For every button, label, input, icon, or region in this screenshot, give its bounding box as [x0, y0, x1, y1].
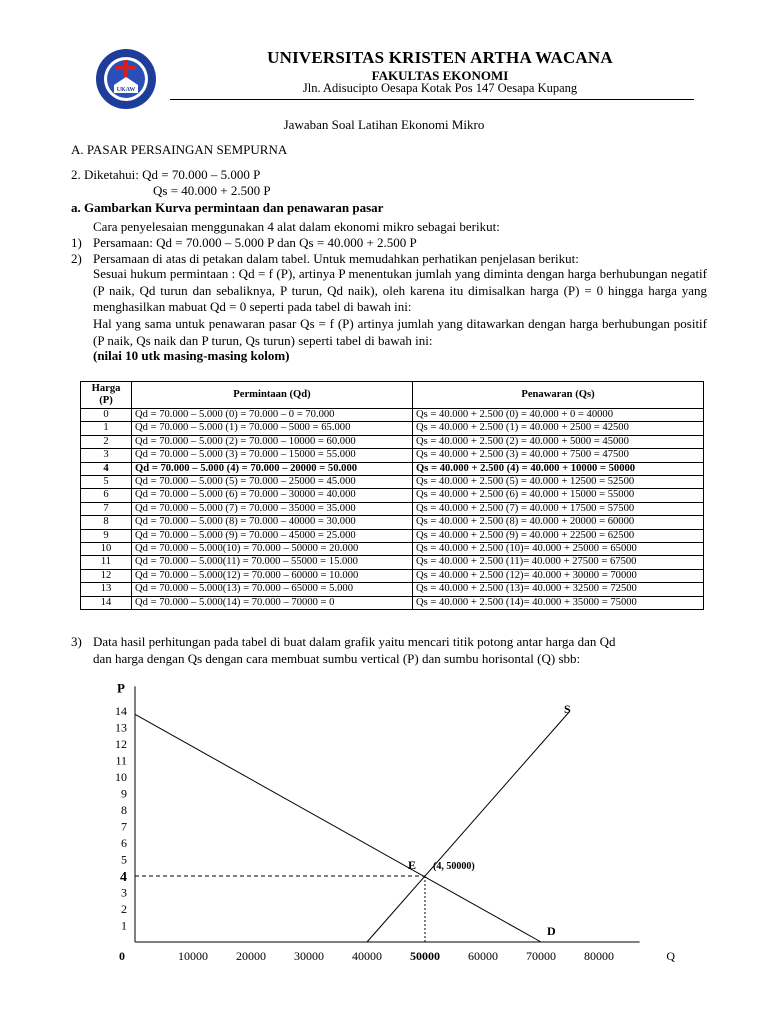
cell-harga: 8 [81, 516, 132, 529]
table-row [81, 502, 704, 515]
table-row [81, 569, 704, 582]
cell-permintaan: Qd = 70.000 – 5.000 (7) = 70.000 – 35000 = 35.000 [132, 502, 413, 515]
cell-permintaan: Qd = 70.000 – 5.000 (3) = 70.000 – 15000 = 55.000 [132, 449, 413, 462]
header-penawaran: Penawaran (Qs) [413, 382, 704, 409]
header-harga: Harga (P) [81, 382, 132, 409]
step-3-line-1: Data hasil perhitungan pada tabel di buat dalam grafik yaitu mencari titik potong antar harga dan Qd [93, 634, 616, 649]
cell-permintaan: Qd = 70.000 – 5.000(13) = 70.000 – 65000 = 5.000 [132, 583, 413, 596]
cell-penawaran: Qs = 40.000 + 2.500 (4) = 40.000 + 10000 = 50000 [413, 462, 704, 475]
y-tick-label: 3 [121, 885, 127, 900]
question-a: a. Gambarkan Kurva permintaan dan penawaran pasar [71, 200, 384, 215]
table-row [81, 489, 704, 502]
cell-penawaran: Qs = 40.000 + 2.500 (9) = 40.000 + 22500 = 62500 [413, 529, 704, 542]
cell-harga: 0 [81, 409, 132, 422]
cell-permintaan: Qd = 70.000 – 5.000 (2) = 70.000 – 10000 = 60.000 [132, 435, 413, 448]
y-tick-label: 14 [115, 704, 127, 718]
cell-harga: 6 [81, 489, 132, 502]
table-row [81, 476, 704, 489]
cell-harga: 1 [81, 422, 132, 435]
x-tick-label: 80000 [584, 949, 614, 963]
table-row [81, 462, 704, 475]
cell-penawaran: Qs = 40.000 + 2.500 (3) = 40.000 + 7500 = 47500 [413, 449, 704, 462]
calculation-table [80, 381, 704, 610]
cell-penawaran: Qs = 40.000 + 2.500 (5) = 40.000 + 12500 = 52500 [413, 476, 704, 489]
table-header-row [81, 382, 704, 409]
step-2-paragraph-2: Hal yang sama untuk penawaran pasar Qs = f (P) artinya jumlah yang ditawarkan dengan harga berhubungan positif (P naik, Qs naik dan P turun, Qs turun) seperti tabel di bawah ini: [93, 316, 707, 348]
section-heading: A. PASAR PERSAINGAN SEMPURNA [71, 142, 288, 157]
y-tick-label: 9 [121, 786, 127, 801]
svg-text:UKAW: UKAW [116, 87, 136, 93]
y-tick-label: 4 [120, 870, 127, 885]
y-tick-label: 8 [121, 803, 127, 817]
cell-penawaran: Qs = 40.000 + 2.500 (2) = 40.000 + 5000 = 45000 [413, 435, 704, 448]
demand-label: D [547, 924, 556, 938]
x-tick-label: 40000 [352, 949, 382, 963]
header-divider [170, 99, 694, 100]
cell-penawaran: Qs = 40.000 + 2.500 (11)= 40.000 + 27500 = 67500 [413, 556, 704, 569]
y-tick-label: 2 [121, 902, 127, 916]
given-qs: Qs = 40.000 + 2.500 P [153, 183, 271, 198]
table-row [81, 583, 704, 596]
origin-label: 0 [119, 949, 125, 963]
step-3-number: 3) [71, 634, 82, 649]
cell-harga: 2 [81, 435, 132, 448]
y-tick-label: 12 [115, 737, 127, 751]
cell-penawaran: Qs = 40.000 + 2.500 (14)= 40.000 + 35000 = 75000 [413, 596, 704, 609]
cell-harga: 13 [81, 583, 132, 596]
cell-permintaan: Qd = 70.000 – 5.000 (1) = 70.000 – 5000 = 65.000 [132, 422, 413, 435]
cell-harga: 7 [81, 502, 132, 515]
table-row [81, 435, 704, 448]
x-tick-label: 30000 [294, 949, 324, 963]
table-row [81, 529, 704, 542]
equilibrium-label: E [408, 858, 417, 872]
table-row [81, 516, 704, 529]
table-row [81, 449, 704, 462]
cell-permintaan: Qd = 70.000 – 5.000 (9) = 70.000 – 45000 = 25.000 [132, 529, 413, 542]
cell-harga: 11 [81, 556, 132, 569]
table-row [81, 409, 704, 422]
university-name: UNIVERSITAS KRISTEN ARTHA WACANA [267, 48, 613, 67]
table-row [81, 543, 704, 556]
y-tick-label: 10 [115, 770, 127, 784]
y-tick-label: 6 [121, 836, 127, 850]
cell-harga: 4 [81, 462, 132, 475]
cell-permintaan: Qd = 70.000 – 5.000(11) = 70.000 – 55000 = 15.000 [132, 556, 413, 569]
cell-permintaan: Qd = 70.000 – 5.000 (8) = 70.000 – 40000 = 30.000 [132, 516, 413, 529]
table-row [81, 422, 704, 435]
cell-penawaran: Qs = 40.000 + 2.500 (7) = 40.000 + 17500 = 57500 [413, 502, 704, 515]
x-tick-label: 50000 [410, 949, 440, 963]
cell-harga: 10 [81, 543, 132, 556]
cell-harga: 3 [81, 449, 132, 462]
y-tick-label: 5 [121, 852, 127, 867]
cell-penawaran: Qs = 40.000 + 2.500 (12)= 40.000 + 30000 = 70000 [413, 569, 704, 582]
x-axis-label: Q [666, 949, 676, 963]
y-tick-label: 7 [121, 819, 127, 834]
cell-harga: 12 [81, 569, 132, 582]
given-qd: 2. Diketahui: Qd = 70.000 – 5.000 P [71, 167, 261, 182]
cell-permintaan: Qd = 70.000 – 5.000 (4) = 70.000 – 20000 = 50.000 [132, 462, 413, 475]
cell-permintaan: Qd = 70.000 – 5.000 (5) = 70.000 – 25000 = 45.000 [132, 476, 413, 489]
x-tick-label: 60000 [468, 949, 498, 963]
table-row [81, 556, 704, 569]
y-tick-label: 11 [115, 753, 127, 768]
cell-harga: 9 [81, 529, 132, 542]
header-permintaan: Permintaan (Qd) [132, 382, 413, 409]
cell-permintaan: Qd = 70.000 – 5.000(14) = 70.000 – 70000 = 0 [132, 596, 413, 609]
cell-penawaran: Qs = 40.000 + 2.500 (6) = 40.000 + 15000 = 55000 [413, 489, 704, 502]
step-2-text: Persamaan di atas di petakan dalam tabel. Untuk memudahkan perhatikan penjelasan berikut: [93, 251, 579, 266]
cell-permintaan: Qd = 70.000 – 5.000 (6) = 70.000 – 30000 = 40.000 [132, 489, 413, 502]
supply-label: S [564, 702, 571, 716]
cell-harga: 14 [81, 596, 132, 609]
step-2-number: 2) [71, 251, 82, 266]
address: Jln. Adisucipto Oesapa Kotak Pos 147 Oesapa Kupang [302, 81, 578, 95]
y-tick-label: 13 [115, 720, 127, 735]
cell-penawaran: Qs = 40.000 + 2.500 (1) = 40.000 + 2500 = 42500 [413, 422, 704, 435]
step-2-paragraph-1: Sesuai hukum permintaan : Qd = f (P), artinya P menentukan jumlah yang diminta dengan harga berhubungan negatif (P naik, Qd turun dan sebaliknya, P turun, Qd naik), oleh karena itu dimisalkan harga (P) = 0 hingga harga yang menghasilkan mabuat Qd = 0 seperti pada tabel di bawah ini: [93, 266, 707, 314]
table-row [81, 596, 704, 609]
supply-demand-graph [90, 676, 680, 976]
cell-penawaran: Qs = 40.000 + 2.500 (8) = 40.000 + 20000 = 60000 [413, 516, 704, 529]
cell-penawaran: Qs = 40.000 + 2.500 (0) = 40.000 + 0 = 40000 [413, 409, 704, 422]
y-axis-label: P [117, 680, 125, 696]
intro-text: Cara penyelesaian menggunakan 4 alat dalam ekonomi mikro sebagai berikut: [93, 219, 500, 234]
faculty-name: FAKULTAS EKONOMI [371, 68, 509, 83]
doc-title: Jawaban Soal Latihan Ekonomi Mikro [283, 117, 485, 132]
x-tick-label: 70000 [526, 949, 556, 963]
step-1-text: Persamaan: Qd = 70.000 – 5.000 P dan Qs = 40.000 + 2.500 P [93, 235, 417, 250]
cell-harga: 5 [81, 476, 132, 489]
cell-penawaran: Qs = 40.000 + 2.500 (10)= 40.000 + 25000 = 65000 [413, 543, 704, 556]
demand-curve [135, 714, 541, 942]
x-tick-label: 20000 [236, 949, 266, 963]
y-tick-label: 1 [121, 918, 127, 933]
cell-penawaran: Qs = 40.000 + 2.500 (13)= 40.000 + 32500 = 72500 [413, 583, 704, 596]
step-3-line-2: dan harga dengan Qs dengan cara membuat sumbu vertical (P) dan sumbu horisontal (Q) sbb: [93, 651, 581, 666]
cell-permintaan: Qd = 70.000 – 5.000(10) = 70.000 – 50000 = 20.000 [132, 543, 413, 556]
step-1-number: 1) [71, 235, 82, 250]
step-2-note: (nilai 10 utk masing-masing kolom) [93, 348, 290, 363]
x-tick-label: 10000 [178, 949, 208, 963]
supply-curve [367, 711, 570, 942]
cell-permintaan: Qd = 70.000 – 5.000 (0) = 70.000 – 0 = 70.000 [132, 409, 413, 422]
equilibrium-annotation: (4, 50000) [433, 861, 475, 872]
cell-permintaan: Qd = 70.000 – 5.000(12) = 70.000 – 60000 = 10.000 [132, 569, 413, 582]
